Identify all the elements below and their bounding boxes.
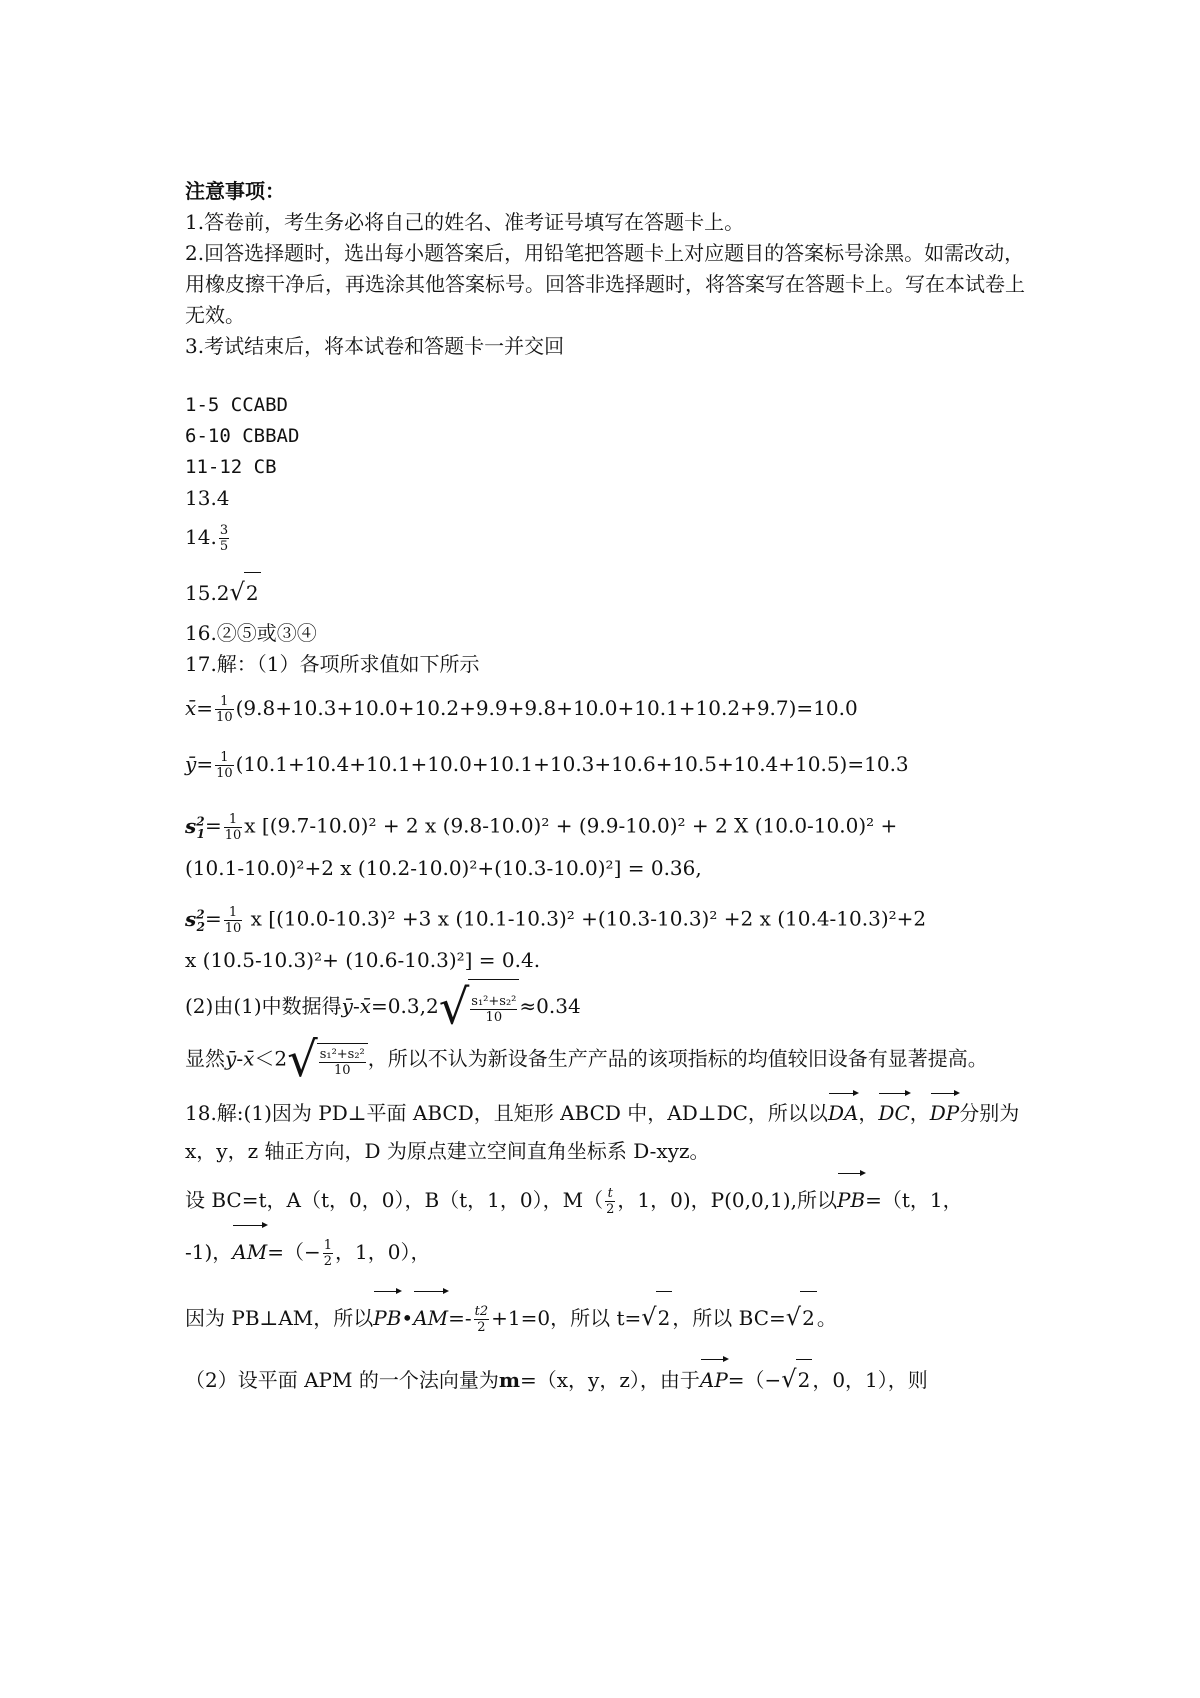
q18-line4: 因为 PB⊥AM，所以PB•AM=- $\frac{t2}{2}$ +1=0，所以 t=√2 ，所以 BC=√2 。 — [185, 1288, 1030, 1340]
vector-AM: AM — [232, 1222, 267, 1278]
notice-title: 注意事项： — [185, 179, 285, 203]
q17-s1-line-1: $s^2_1=$ $\frac{1}{10}$ x [(9.7-10.0)² + 2 x (9.8-10.0)² + (9.9-10.0)² + 2 X (10.0-10.0)² + — [185, 811, 898, 843]
fraction: $\frac{1}{10}$ — [224, 811, 242, 843]
vector-AP: AP — [700, 1356, 728, 1400]
q17-s1-line-2: (10.1-10.0)²+2 x (10.2-10.0)²+(10.3-10.0)²] = 0.36, — [185, 856, 702, 880]
notice-item-3: 3.考试结束后，将本试卷和答题卡一并交回 — [185, 334, 565, 358]
q18-line3: -1)，AM=（− $\frac{1}{2}$ ，1，0）， — [185, 1222, 1030, 1274]
notice-item-2: 2.回答选择题时，选出每小题答案后，用铅笔把答题卡上对应题目的答案标号涂黑。如需改动，用橡皮擦干净后，再选涂其他答案标号。回答非选择题时，将答案写在答题卡上。写在本试卷上无效。 — [185, 241, 1025, 327]
fraction: $\frac{1}{10}$ — [216, 750, 233, 781]
vector-PB: PB — [837, 1170, 865, 1226]
q18-part1-line1: 18.解:(1)因为 PD⊥平面 ABCD，且矩形 ABCD 中，AD⊥DC，所以以DA，DC，DP分别为 x，y，z 轴正方向，D 为原点建立空间直角坐标系 D-xyz。 — [185, 1090, 1030, 1170]
answer-6-10: 6-10 CBBAD — [185, 425, 300, 447]
q17-conclusion: 显然ȳ-x̄＜2√ $\frac{\text{s₁²+s₂²}}{10}$ ，所以不认为新设备生产产品的该项指标的均值较旧设备有显著提高。 — [185, 1032, 988, 1088]
fraction: $\frac{1}{10}$ — [224, 904, 242, 936]
q17-part2: (2)由(1)中数据得ȳ-x̄=0.3,2√ $\frac{\text{s₁²+s₂²}}{10}$ ≈0.34 — [185, 979, 581, 1036]
answer-15: 15.2√2 — [185, 572, 1030, 612]
notice-item-1: 1.答卷前，考生务必将自己的姓名、准考证号填写在答题卡上。 — [185, 210, 745, 234]
q17-heading: 17.解：（1）各项所求值如下所示 — [185, 652, 480, 676]
q18-line2: 设 BC=t，A（t，0，0），B（t，1，0），M（ $\frac{t}{2}$ ，1，0)，P(0,0,1),所以PB=（t，1， — [185, 1170, 1030, 1222]
q17-s2-line-2: x (10.5-10.3)²+ (10.6-10.3)²] = 0.4. — [185, 948, 541, 972]
q17-s2-line-1: $s^2_2=$ $\frac{1}{10}$ x [(10.0-10.3)² +3 x (10.1-10.3)² +(10.3-10.3)² +2 x (10.4-10.3)²+2 — [185, 904, 927, 936]
answer-14: 14. $\frac{3}{5}$ — [185, 523, 229, 554]
answer-16: 16.②⑤或③④ — [185, 621, 317, 645]
fraction: $\frac{1}{10}$ — [216, 694, 233, 725]
vector-DA: DA — [828, 1090, 858, 1132]
vector-DC: DC — [878, 1090, 909, 1132]
fraction: $\frac{3}{5}$ — [219, 523, 229, 554]
q18-part2: （2）设平面 APM 的一个法向量为m=（x，y，z），由于AP=（−√2 ，0，1），则 — [185, 1356, 1030, 1396]
answer-page — [185, 176, 1030, 1396]
q17-xbar-line: x̄= $\frac{1}{10}$ (9.8+10.3+10.0+10.2+9.9+9.8+10.0+10.1+10.2+9.7)=10.0 — [185, 694, 858, 725]
vector-DP: DP — [930, 1090, 960, 1132]
answer-1-5: 1-5 CCABD — [185, 394, 288, 416]
answer-11-12: 11-12 CB — [185, 456, 277, 478]
q17-ybar-line: ȳ= $\frac{1}{10}$ (10.1+10.4+10.1+10.0+10.1+10.3+10.6+10.5+10.4+10.5)=10.3 — [185, 750, 909, 781]
answer-13: 13.4 — [185, 486, 230, 510]
